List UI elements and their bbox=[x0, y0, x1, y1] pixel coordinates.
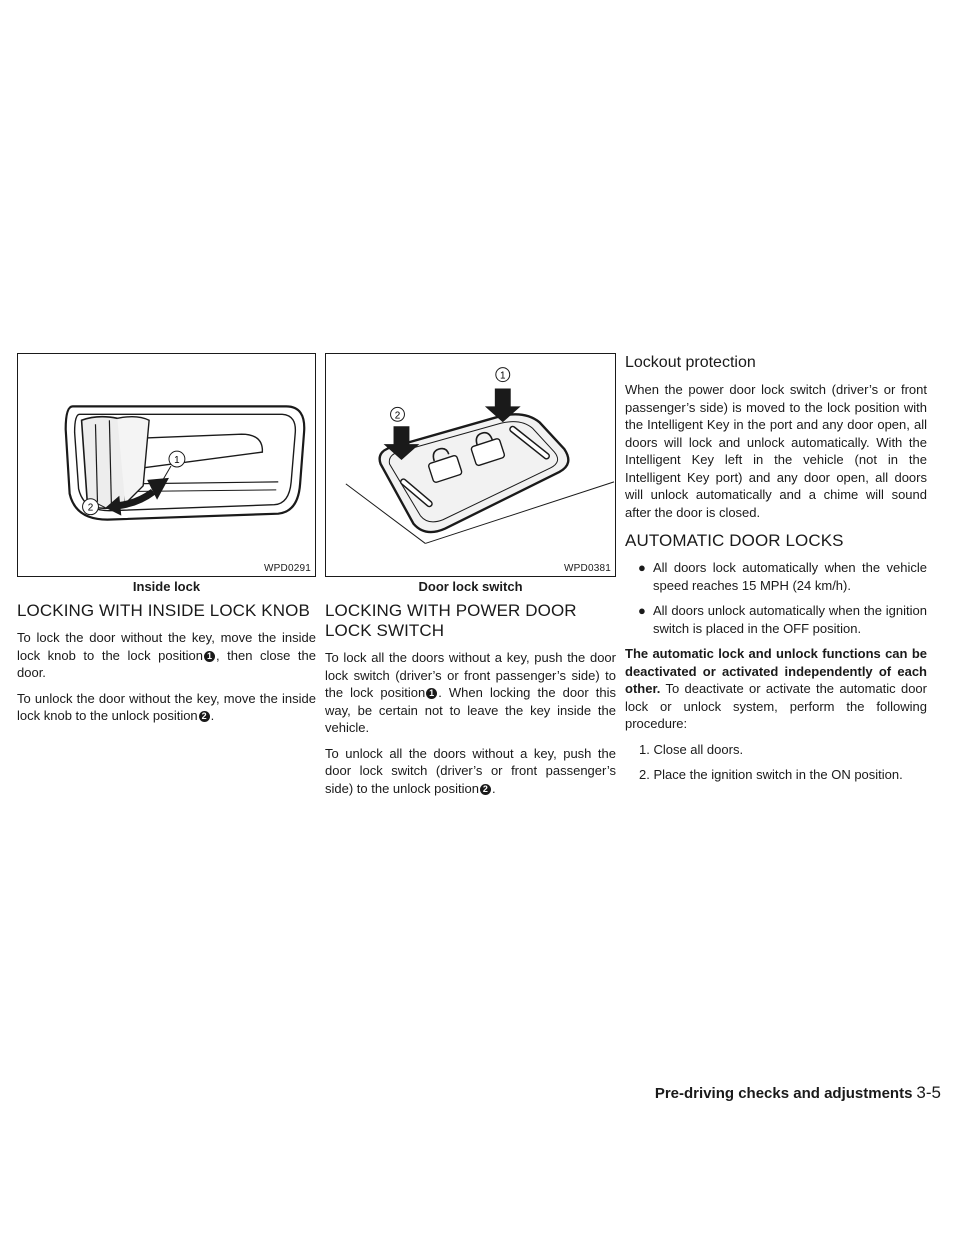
page-footer bbox=[0, 1083, 941, 1103]
list-item: ● All doors unlock automatically when the ignition switch is placed in the OFF position. bbox=[638, 603, 927, 636]
column-middle bbox=[325, 353, 616, 805]
list-item: ● All doors lock automatically when the vehicle speed reaches 15 MPH (24 km/h). bbox=[638, 560, 927, 593]
number-1-icon: 1 bbox=[426, 688, 437, 699]
bullet-icon: ● bbox=[638, 560, 646, 575]
door-lock-switch-figure bbox=[325, 353, 616, 577]
page-number: 3-5 bbox=[916, 1083, 941, 1102]
list-item: 1. Close all doors. bbox=[639, 741, 744, 757]
callout-2: 2 bbox=[394, 410, 401, 422]
paragraph: When the power door lock switch (driver’s or front passenger’s side) is moved to the lock position with the Intelligent Key in the port and any door open, all doors will lock and unlock automatically. With the Intelligent Key left in the vehicle (not in the Intelligent Key port) and any door open, all doors will unlock automatically and a chime will sound after the door is closed. bbox=[625, 382, 927, 520]
number-1-icon: 1 bbox=[204, 651, 215, 662]
bullet-icon: ● bbox=[638, 603, 646, 618]
paragraph: To lock all the doors without a key, push the door lock switch (driver’s or front passenger’s side) to the lock position 1 . When locking the door this way, be certain not to leave the key inside the vehicle. bbox=[325, 650, 616, 735]
section-title: LOCKING WITH INSIDE LOCK KNOB bbox=[17, 601, 310, 620]
column-right bbox=[625, 353, 927, 792]
column-left bbox=[17, 353, 316, 733]
figure-code: WPD0381 bbox=[564, 563, 611, 574]
figure-code: WPD0291 bbox=[264, 563, 311, 574]
door-lock-switch-illustration bbox=[326, 354, 615, 576]
bullet-list bbox=[625, 559, 927, 637]
procedure-steps bbox=[625, 741, 927, 784]
footer-section-title: Pre-driving checks and adjustments bbox=[654, 1085, 913, 1102]
section-title: AUTOMATIC DOOR LOCKS bbox=[625, 531, 844, 550]
callout-1: 1 bbox=[174, 455, 180, 467]
paragraph: To unlock the door without the key, move the inside lock knob to the unlock position 2 . bbox=[17, 690, 316, 723]
number-2-icon: 2 bbox=[199, 711, 210, 722]
callout-2: 2 bbox=[87, 502, 94, 514]
paragraph: To lock the door without the key, move the inside lock knob to the lock position 1 , then close the door. bbox=[17, 630, 316, 680]
paragraph: To unlock all the doors without a key, push the door lock switch (driver’s or front passenger’s side) to the unlock position 2 . bbox=[325, 745, 616, 796]
list-item: 2. Place the ignition switch in the ON position. bbox=[639, 767, 903, 782]
section-title: LOCKING WITH POWER DOOR LOCK SWITCH bbox=[325, 601, 577, 640]
number-2-icon: 2 bbox=[480, 784, 491, 795]
inside-lock-illustration bbox=[18, 354, 315, 576]
subsection-title: Lockout protection bbox=[625, 354, 756, 371]
figure-caption: Door lock switch bbox=[418, 579, 523, 594]
paragraph: The automatic lock and unlock functions can be deactivated or activated independently of each other. To deactivate or activate the automatic door lock or unlock system, perform the following procedure: bbox=[625, 646, 927, 731]
callout-1: 1 bbox=[500, 370, 506, 382]
inside-lock-figure bbox=[17, 353, 316, 577]
figure-caption: Inside lock bbox=[132, 579, 201, 594]
